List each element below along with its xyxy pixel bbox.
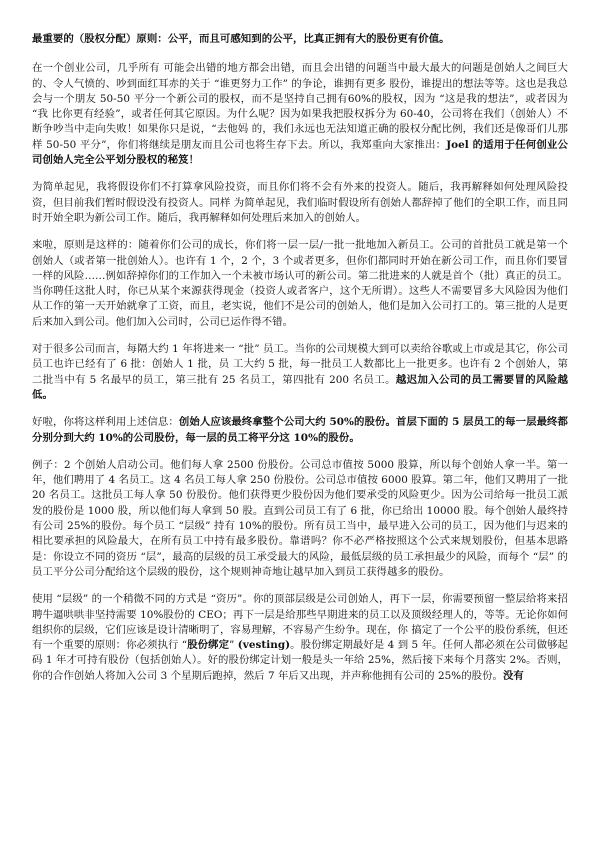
paragraph-intro-text: 在一个创业公司，几乎所有 可能会出错的地方都会出错，而且会出错的问题当中最大最大的问题是创始人之间巨大的、令人气愤的、吵到面红耳赤的关于 “谁更努力工作” 的争论，谁拥有更多 股份，谁提出的想法等等。这也是我总会与一个朋友 50-50 平分一个新公司的股权，而不是坚持自己拥有60%的股权，因为 “这是我的想法”，或者因为 “我 比你更有经验”，或者任何其它原因。为什么呢？因为如果我把股权拆分为 60-40，公司将在我们（创始人）不断争吵当中走向失败！如果你只是说，“去他妈 的，我们永远也无法知道正确的股权分配比例，我们还是像哥们儿那样 50-50 平分”，你们将继续是朋友而且公司也将生存下去。所以，我郑重向大家推出：: [32, 62, 568, 151]
paragraph-rule-text: 好啦，你将这样利用上述信息：: [32, 416, 179, 429]
paragraph-rule-emphasis: 创始人应该最终拿整个公司大约 50%的股份。首层下面的 5 层员工的每一层最终都分别分到大约 10%的公司股份，每一层的员工将平分这 10%的股份。: [32, 416, 568, 444]
paragraph-assumptions: 为简单起见，我将假设你们不打算拿风险投资，而且你们将不会有外来的投资人。随后，我再解释如何处理风险投资，但目前我们暂时假设没有投资人。同样 为简单起见，我们临时假设所有创始人都辞掉了他们的全职工作，而且同时开始全职为新公司工作。随后，我再解释如何处理后来加入的创始人。: [32, 181, 568, 224]
paragraph-batches-emphasis: 越迟加入公司的员工需要冒的风险越低。: [32, 373, 568, 401]
paragraph-batches-text: 对于很多公司而言，每隔大约 1 年将进来一 “批” 员工。当你的公司规模大到可以卖给谷歌或上市或是其它，你公司员工也许已经有了 6 批：创始人 1 批，员 工大约 5 批，每一批员工人数都比上一批更多。也许有 2 个创始人，第二批当中有 5 名最早的员工，第三批有 25 名员工，第四批有 200 名员工。: [32, 343, 568, 386]
paragraph-vesting: [32, 592, 568, 684]
paragraph-intro-emphasis: Joel 的适用于任何创业公司创始人完全公平划分股权的秘笈！: [32, 138, 568, 167]
paragraph-rule: [32, 415, 568, 446]
vesting-term: 股份绑定: [187, 639, 230, 652]
paragraph-vesting-trailing: 没有: [502, 669, 524, 682]
paragraph-vesting-text: 使用 “层级” 的一个稍微不同的方式是 “资历”。你的顶部层级是公司创始人，再下一层，你需要预留一整层给将来招聘牛逼哄哄非坚持需要 10%股份的 CEO；再下一层是给那些早期进来的员工以及顶级经理人的，等等。无论你如何组织你的层级，它们应该是设计清晰明了，容易理解，不容易产生纷争。现在，你 搞定了一个公平的股份系统，但还有一个重要的原则：你必须执行 “: [32, 593, 568, 652]
paragraph-layers: 来啦，原则是这样的：随着你们公司的成长，你们将一层一层/一批一批地加入新员工。公司的首批员工就是第一个创始人（或者第一批创始人）。也许有 1 个，2 个，3 个或者更多，但你们都同时开始在新公司工作，而且你们要冒一样的风险……例如辞掉你们的工作加入一个未被市场认可的新公司。第二批进来的人就是首个（批）真正的员工。当你聘任这批人时，你已从某个来源获得现金（投资人或者客户，这个无所谓）。这些人不需要冒多大风险因为他们从工作的第一天开始就拿了工资，而且，老实说，他们不是公司的创始人，他们是加入公司打工的。第三批的人是更后来加入到公司。他们加入公司时，公司已运作得不错。: [32, 239, 568, 328]
vesting-quote-close: ”: [229, 639, 238, 652]
principle-heading: 最重要的（股权分配）原则：公平，而且可感知到的公平，比真正拥有大的股份更有价值。: [32, 33, 450, 45]
document-page: [32, 32, 568, 696]
vesting-english-term: (vesting): [237, 639, 291, 652]
paragraph-intro: [32, 61, 568, 168]
paragraph-vesting-rest: 。股份绑定期最好是 4 到 5 年。任何人都必须在公司做够起码 1 年才可持有股份（包括创始人）。好的股份绑定计划一般是头一年给 25%，然后接下来每个月落实 2%。否则，你的合作创始人将加入公司 3 个星期后跑掉，然后 7 年后又出现，并声称他拥有公司的 25%的股份。: [32, 639, 568, 682]
paragraph-example: 例子：2 个创始人启动公司。他们每人拿 2500 份股份。公司总市值按 5000 股算，所以每个创始人拿一半。第一年，他们聘用了 4 名员工。这 4 名员工每人拿 250 份股份。公司总市值按 6000 股算。第二年，他们又聘用了一批 20 名员工。这批员工每人拿 50 份股份。他们获得更少股份因为他们要承受的风险更少。因为公司给每一批员工派发的股份是 1000 股，所以他们每人拿到 50 股。直到公司员工有了 6 批，你已给出 10000 股。每个创始人最终持有公司 25%的股份。每个员工 “层级” 持有 10%的股份。所有员工当中，最早进入公司的员工，因为他们与迟来的相比要承担的风险最大，在所有员工中持有最多股份。靠谱吗？你不必严格按照这个公式来规划股份，但基本思路是：你设立不同的资历 “层”，最高的层级的员工承受最大的风险，最低层级的员工承担最少的风险，而每个 “层” 的员工平分公司分配给这个层级的股份，这个规则神奇地让越早加入到员工获得越多的股份。: [32, 458, 568, 578]
paragraph-batches: [32, 342, 568, 403]
